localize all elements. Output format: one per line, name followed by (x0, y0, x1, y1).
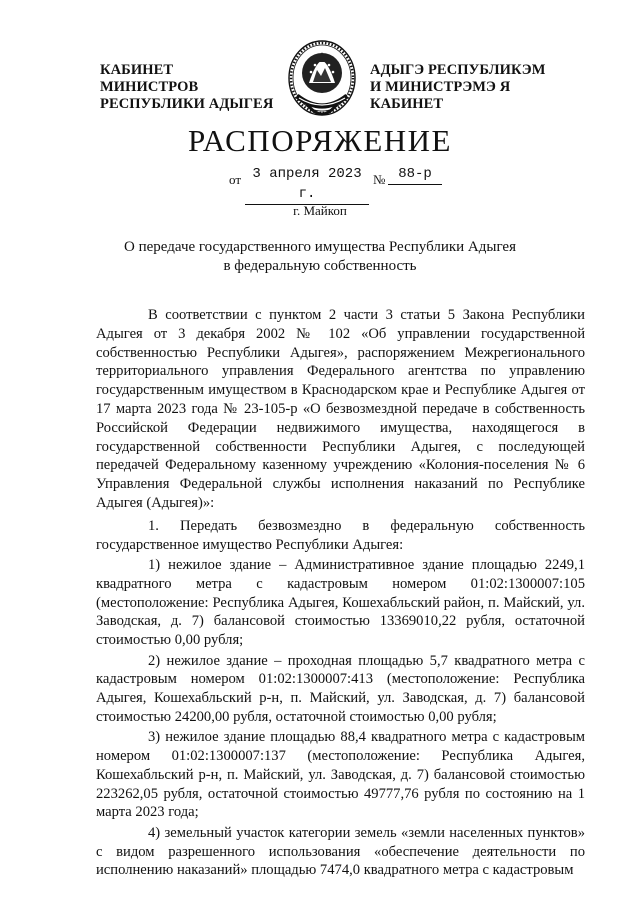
list-item: 2) нежилое здание – проходная площадью 5,7 квадратного метра с кадастровым номером 01:02:1300007:413 (местоположение: Республика Адыгея, Кошехабльский р-н, п. Майский, ул. Заводская, д. 7) балансовой стоимостью 24200,00 рубля, остаточной стоимостью 0,00 рубля; (96, 652, 585, 725)
letterhead-right-line1: АДЫГЭ РЕСПУБЛИКЭМ (370, 62, 546, 78)
date-prefix: от (229, 172, 242, 187)
document-dateline (0, 164, 640, 202)
letterhead-right-line2: И МИНИСТРЭМЭ Я КАБИНЕТ (370, 79, 511, 112)
document-date: 3 апреля 2023 г. (245, 164, 369, 205)
preamble-paragraph: В соответствии с пунктом 2 части 3 статьи 5 Закона Республики Адыгея от 3 декабря 2002 № 102 «Об управлении государственной собственностью Республики Адыгея», распоряжением Межрегионального территориального управления Федерального агентства по управлению государственным имуществом в Краснодарском крае и Республике Адыгея от 17 марта 2023 года № 23-105-р «О безвозмездной передаче в собственность Российской Федерации недвижимого имущества, находящегося в государственной собственности Республики Адыгея, с последующей передачей Федеральному казенному учреждению «Колония-поселения № 6 Управления Федеральной службы исполнения наказаний по Республике Адыгея (Адыгея)»: (96, 307, 585, 511)
list-item: 3) нежилое здание площадью 88,4 квадратного метра с кадастровым номером 01:02:1300007:137 (местоположение: Республика Адыгея, Кошехабльский р-н, п. Майский, ул. Заводская, д. 7) балансовой стоимостью 223262,05 рубля, остаточной стоимостью 49777,76 рубля по состоянию на 1 марта 2023 года; (96, 729, 585, 821)
point-1-paragraph: 1. Передать безвозмездно в федеральную собственность государственное имущество Республики Адыгея: (96, 518, 585, 553)
letterhead (0, 60, 640, 122)
letterhead-left-line2: РЕСПУБЛИКИ АДЫГЕЯ (100, 96, 274, 112)
document-number: 88-р (388, 164, 442, 185)
letterhead-left-line1: КАБИНЕТ МИНИСТРОВ (100, 62, 199, 95)
list-item: 4) земельный участок категории земель «земли населенных пунктов» с видом разрешенного использования «обеспечение деятельности по исполнению наказаний» площадью 7474,0 квадратного метра с кадастровым (96, 824, 585, 879)
letterhead-right (370, 62, 585, 113)
document-city: г. Майкоп (293, 203, 347, 218)
subject-line1: О передаче государственного имущества Республики Адыгея (124, 239, 516, 255)
letterhead-left (100, 62, 275, 113)
list-item: 1) нежилое здание – Административное здание площадью 2249,1 квадратного метра с кадастровым номером 01:02:1300007:105 (местоположение: Республика Адыгея, Кошехабльский район, п. Майский, ул. Заводская, д. 7) балансовой стоимостью 13369010,22 рубля, остаточной стоимостью 0,00 рубля; (96, 557, 585, 649)
republic-of-adygea-coat-of-arms-icon (285, 38, 359, 124)
document-subject (0, 238, 640, 276)
subject-line2: в федеральную собственность (223, 258, 417, 274)
point-1-block (96, 517, 585, 882)
document-title: РАСПОРЯЖЕНИЕ (188, 123, 452, 158)
number-prefix: № (373, 172, 386, 187)
